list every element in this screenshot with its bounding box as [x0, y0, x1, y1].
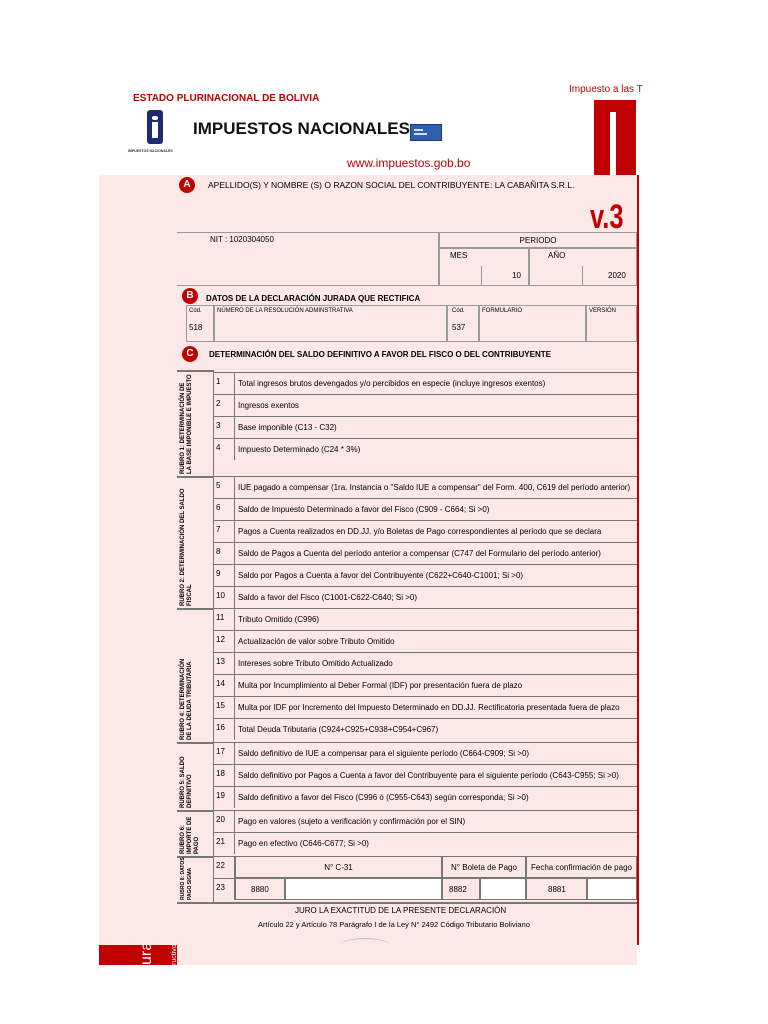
- section-c-title: DETERMINACIÓN DEL SALDO DEFINITIVO A FAVOR DEL FISCO O DEL CONTRIBUYENTE: [209, 350, 551, 359]
- fecha-code: 8881: [526, 878, 587, 900]
- tax-name: Impuesto a las T: [569, 84, 643, 95]
- footer-divider: [177, 902, 637, 904]
- row-number: 13: [214, 652, 235, 674]
- row-description: Pagos a Cuenta realizados en DD.JJ. y/o Boletas de Pago correspondientes al período que se declara: [235, 520, 637, 542]
- row-description: Multa por Incumplimiento al Deber Formal (IDF) por presentación fuera de plazo: [235, 674, 637, 696]
- row-number: 8: [214, 542, 235, 564]
- row-description: Saldo definitivo por Pagos a Cuenta a favor del Contribuyente para el siguiente período (C643-C955; Si >0): [235, 764, 637, 786]
- row-number: 14: [214, 674, 235, 696]
- resolution-cell[interactable]: [214, 305, 447, 342]
- row-number: 6: [214, 498, 235, 520]
- row-number: 21: [214, 832, 235, 854]
- row-description: Intereses sobre Tributo Omitido Actualizado: [235, 652, 637, 674]
- row-number: 17: [214, 742, 235, 764]
- anio-value[interactable]: 2020: [608, 271, 626, 280]
- row-number: 20: [214, 810, 235, 832]
- row-number: 4: [214, 438, 235, 460]
- row-description: Total ingresos brutos devengados y/o percibidos en especie (incluye ingresos exentos): [235, 372, 637, 394]
- sigma-row-number: 22: [214, 856, 235, 878]
- boleta-header: N° Boleta de Pago: [442, 856, 526, 878]
- c31-header: N° C-31: [235, 856, 442, 878]
- row-description: Saldo de Pagos a Cuenta del período anterior a compensar (C747 del Formulario del período anterior): [235, 542, 637, 564]
- row-number: 2: [214, 394, 235, 416]
- section-a-letter: A: [179, 177, 195, 193]
- fecha-input[interactable]: [587, 878, 637, 900]
- sigma-row-number: 23: [214, 878, 235, 900]
- row-description: Ingresos exentos: [235, 394, 637, 416]
- row-number: 10: [214, 586, 235, 608]
- cod2-label: Cód.: [452, 308, 465, 314]
- row-number: 15: [214, 696, 235, 718]
- c31-input[interactable]: [285, 878, 442, 900]
- agency-title: IMPUESTOS NACIONALES: [193, 119, 410, 138]
- row-number: 12: [214, 630, 235, 652]
- cod2-cell[interactable]: [447, 305, 479, 342]
- row-description: Saldo definitivo de IUE a compensar para el siguiente período (C664-C909; Si >0): [235, 742, 637, 764]
- row-description: Multa por IDF por Incremento del Impuesto Determinado en DD.JJ. Rectificatoria presentada fuera de plazo: [235, 696, 637, 718]
- taxpayer-name: APELLIDO(S) Y NOMBRE (S) O RAZON SOCIAL DEL CONTRIBUYENTE: LA CABAÑITA S.R.L.: [208, 180, 575, 190]
- oath-text: JURO LA EXACTITUD DE LA PRESENTE DECLARACIÓN: [295, 906, 507, 915]
- logo-caption: IMPUESTOS NACIONALES: [128, 149, 173, 153]
- formulario-cell[interactable]: [479, 305, 586, 342]
- card-icon: [410, 124, 442, 141]
- cod2-value: 537: [452, 323, 466, 332]
- version-cell[interactable]: [586, 305, 637, 342]
- boleta-code: 8882: [442, 878, 480, 900]
- formulario-label: FORMULARIO: [482, 308, 523, 314]
- row-number: 9: [214, 564, 235, 586]
- section-c-letter: C: [182, 346, 198, 362]
- law-text: Artículo 22 y Artículo 78 Parágrafo I de la Ley N° 2492 Código Tributario Boliviano: [258, 920, 530, 929]
- row-description: Impuesto Determinado (C24 * 3%): [235, 438, 637, 460]
- mes-label: MES: [439, 248, 529, 286]
- c31-code: 8880: [235, 878, 285, 900]
- cod1-value: 518: [189, 323, 203, 332]
- rubro-4-label: RUBRO 4: DETERMINACIÓN DE LA DEUDA TRIBUTARIA: [180, 658, 193, 740]
- row-description: Pago en efectivo (C646-C677; Si >0): [235, 832, 637, 854]
- mes-value[interactable]: 10: [512, 271, 521, 280]
- row-number: 1: [214, 372, 235, 394]
- rubro-1-label: RUBRO 1: DETERMINACIÓN DE LA BASE IMPONIBLE E IMPUESTO: [180, 374, 193, 474]
- nit-value: NIT : 1020304050: [210, 235, 274, 244]
- version-label: VERSIÓN: [589, 308, 617, 314]
- row-description: Base imponible (C13 - C32): [235, 416, 637, 438]
- section-b-title: DATOS DE LA DECLARACIÓN JURADA QUE RECTIFICA: [206, 294, 421, 303]
- form-number-gap: [610, 112, 616, 178]
- row-description: IUE pagado a compensar (1ra. Instancia o "Saldo IUE a compensar" del Form. 400, C619 del período anterior): [235, 476, 637, 498]
- rubro-5-label: RUBRO 5: SALDO DEFINITIVO: [180, 756, 193, 808]
- anio-label: AÑO: [529, 248, 637, 286]
- resolution-label: NÚMERO DE LA RESOLUCIÓN ADMINSTRATIVA: [217, 308, 353, 314]
- row-description: Saldo definitivo a favor del Fisco (C996 ó (C955-C643) según corresponda; Si >0): [235, 786, 637, 808]
- row-number: 3: [214, 416, 235, 438]
- rubro-2-label: RUBRO 2: DETERMINACIÓN DEL SALDO FISCAL: [180, 488, 193, 606]
- anio-divider: [582, 266, 583, 286]
- form-bottom: [177, 945, 637, 965]
- cod1-label: Cód.: [189, 308, 202, 314]
- rubro-8-label: RUBRO 8: DATOS PAGO SIGMA: [180, 857, 193, 900]
- row-number: 18: [214, 764, 235, 786]
- signature-watermark: [340, 938, 390, 953]
- version-mark: v.3: [590, 198, 624, 236]
- row-number: 7: [214, 520, 235, 542]
- row-description: Pago en valores (sujeto a verificación y confirmación por el SIN): [235, 810, 637, 832]
- row-description: Saldo a favor del Fisco (C1001-C622-C640; Si >0): [235, 586, 637, 608]
- row-number: 11: [214, 608, 235, 630]
- row-description: Actualización de valor sobre Tributo Omitido: [235, 630, 637, 652]
- row-description: Total Deuda Tributaria (C924+C925+C938+C954+C967): [235, 718, 637, 740]
- boleta-input[interactable]: [480, 878, 526, 900]
- row-description: Tributo Omitido (C996): [235, 608, 637, 630]
- website-link[interactable]: www.impuestos.gob.bo: [347, 156, 471, 170]
- row-description: Saldo de Impuesto Determinado a favor del Fisco (C909 - C664; Si >0): [235, 498, 637, 520]
- row-number: 16: [214, 718, 235, 740]
- state-title: ESTADO PLURINACIONAL DE BOLIVIA: [133, 93, 320, 104]
- nit-field[interactable]: [177, 232, 439, 286]
- fecha-header: Fecha confirmación de pago: [526, 856, 637, 878]
- section-b-letter: B: [182, 288, 198, 304]
- periodo-header: PERIODO: [439, 232, 637, 248]
- agency-logo-icon: [147, 110, 163, 144]
- cod1-cell[interactable]: [186, 305, 214, 342]
- row-number: 19: [214, 786, 235, 808]
- rubro-6-label: RUBRO 6: IMPORTE DE PAGO: [180, 816, 200, 854]
- mes-divider: [481, 266, 482, 286]
- row-number: 5: [214, 476, 235, 498]
- row-description: Saldo por Pagos a Cuenta a favor del Contribuyente (C622+C640-C1001; Si >0): [235, 564, 637, 586]
